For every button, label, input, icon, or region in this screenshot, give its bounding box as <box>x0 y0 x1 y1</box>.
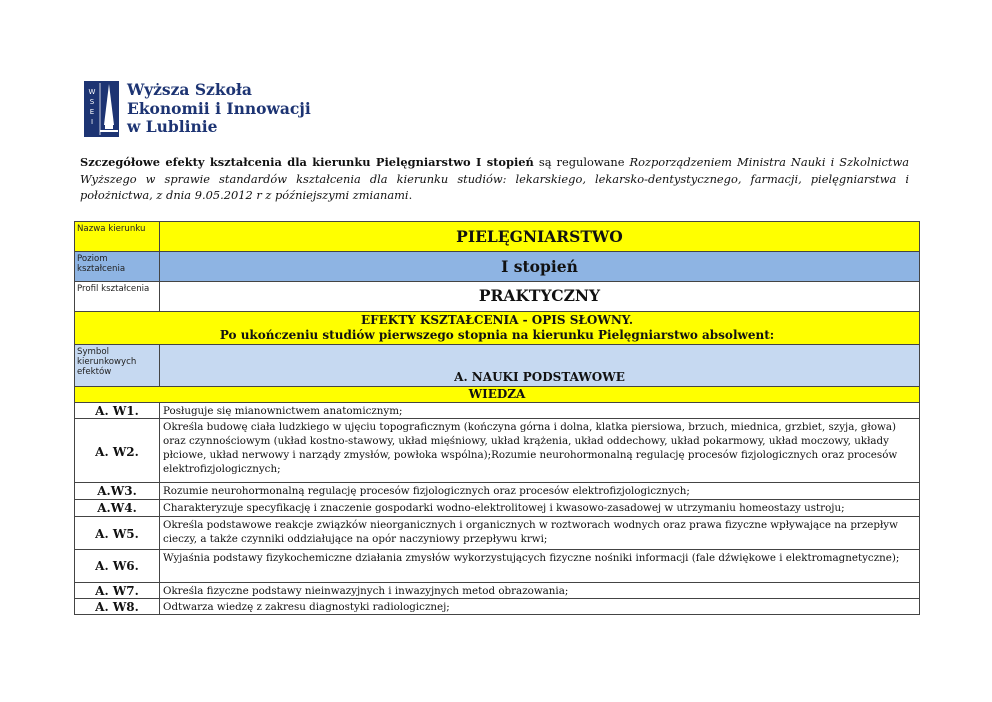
table-row <box>75 483 920 500</box>
table-row <box>75 345 920 387</box>
table-row <box>75 222 920 252</box>
table-row <box>75 550 920 583</box>
logo-emblem <box>84 81 119 137</box>
outcome-symbol: A. W8. <box>75 599 160 615</box>
logo-wordmark <box>127 81 311 137</box>
outcome-description: Posługuje się mianownictwem anatomicznym; <box>160 403 920 419</box>
field-value-kierunek: PIELĘGNIARSTWO <box>160 222 920 252</box>
intro-paragraph <box>80 154 909 204</box>
table-row <box>75 599 920 615</box>
logo-line-2: Ekonomii i Innowacji <box>127 98 311 118</box>
outcome-description: Charakteryzuje specyfikację i znaczenie gospodarki wodno-elektrolitowej i kwasowo-zasadowej w utrzymaniu homeostazy ustroju; <box>160 500 920 517</box>
outcome-symbol: A. W7. <box>75 583 160 599</box>
logo-letter: I <box>90 118 94 126</box>
table-row <box>75 419 920 483</box>
intro-middle: są regulowane <box>533 155 630 169</box>
table-row <box>75 500 920 517</box>
logo-letter: E <box>89 108 95 116</box>
outcome-symbol: A. W2. <box>75 419 160 483</box>
section-title: A. NAUKI PODSTAWOWE <box>160 345 920 387</box>
outcome-description: Określa budowę ciała ludzkiego w ujęciu topograficznym (kończyna górna i dolna, klatka piersiowa, brzuch, miednica, grzbiet, szyja, głowa) oraz czynnościowym (układ kostno-stawowy, układ mięśniowy, układ krążenia, układ oddechowy, układ pokarmowy, układ moczowy, układy płciowe, układ nerwowy i narządy zmysłów, powłoka wspólna);Rozumie neurohormonalną regulację procesów fizjologicznych oraz procesów elektrofizjologicznych; <box>160 419 920 483</box>
field-value-profil: PRAKTYCZNY <box>160 282 920 312</box>
logo-letter: W <box>88 88 96 96</box>
outcome-description: Rozumie neurohormonalną regulację procesów fizjologicznych oraz procesów elektrofizjologicznych; <box>160 483 920 500</box>
field-label-kierunek: Nazwa kierunku <box>75 222 160 252</box>
logo-letter: S <box>89 98 95 106</box>
outcome-description: Odtwarza wiedzę z zakresu diagnostyki radiologicznej; <box>160 599 920 615</box>
intro-bold: Szczegółowe efekty kształcenia dla kierunku Pielęgniarstwo I stopień <box>80 155 534 169</box>
table-row <box>75 282 920 312</box>
field-value-poziom: I stopień <box>160 252 920 282</box>
table-row <box>75 387 920 403</box>
field-label-profil: Profil kształcenia <box>75 282 160 312</box>
outcome-description: Wyjaśnia podstawy fizykochemiczne działania zmysłów wykorzystujących fizyczne nośniki informacji (fale dźwiękowe i elektromagnetyczne); <box>160 550 920 583</box>
field-label-poziom: Poziom kształcenia <box>75 252 160 282</box>
intro-end: . <box>408 188 413 202</box>
logo-line-1: Wyższa Szkoła <box>127 80 252 99</box>
intro-italic: Rozporządzeniem Ministra Nauki i Szkolnictwa Wyższego w sprawie standardów kształcenia dla kierunku studiów: lekarskiego, lekarsko-dentystycznego, farmacji, pielęgniarstwa i położnictwa, z dnia 9.05.2012 r z późniejszymi zmianami <box>80 155 909 202</box>
outcome-symbol: A.W4. <box>75 500 160 517</box>
efekty-header-line-1: EFEKTY KSZTAŁCENIA - OPIS SŁOWNY. <box>360 313 633 327</box>
table-row <box>75 312 920 345</box>
symbol-column-label: Symbol kierunkowych efektów <box>75 345 160 387</box>
outcome-description: Określa podstawowe reakcje związków nieorganicznych i organicznych w roztworach wodnych oraz prawa fizyczne wpływające na przepływ cieczy, a także czynniki oddziałujące na opór naczyniowy przepływu krwi; <box>160 517 920 550</box>
outcome-symbol: A. W5. <box>75 517 160 550</box>
efekty-header-line-2: Po ukończeniu studiów pierwszego stopnia na kierunku Pielęgniarstwo absolwent: <box>219 328 775 342</box>
outcome-symbol: A.W3. <box>75 483 160 500</box>
university-logo <box>84 81 311 137</box>
table-row <box>75 403 920 419</box>
table-row <box>75 583 920 599</box>
efekty-header <box>75 312 920 345</box>
subsection-title: WIEDZA <box>75 387 920 403</box>
learning-outcomes-table <box>74 221 920 615</box>
outcome-symbol: A. W6. <box>75 550 160 583</box>
table-row <box>75 517 920 550</box>
logo-line-3: w Lublinie <box>127 117 218 136</box>
outcome-symbol: A. W1. <box>75 403 160 419</box>
outcome-description: Określa fizyczne podstawy nieinwazyjnych i inwazyjnych metod obrazowania; <box>160 583 920 599</box>
table-row <box>75 252 920 282</box>
